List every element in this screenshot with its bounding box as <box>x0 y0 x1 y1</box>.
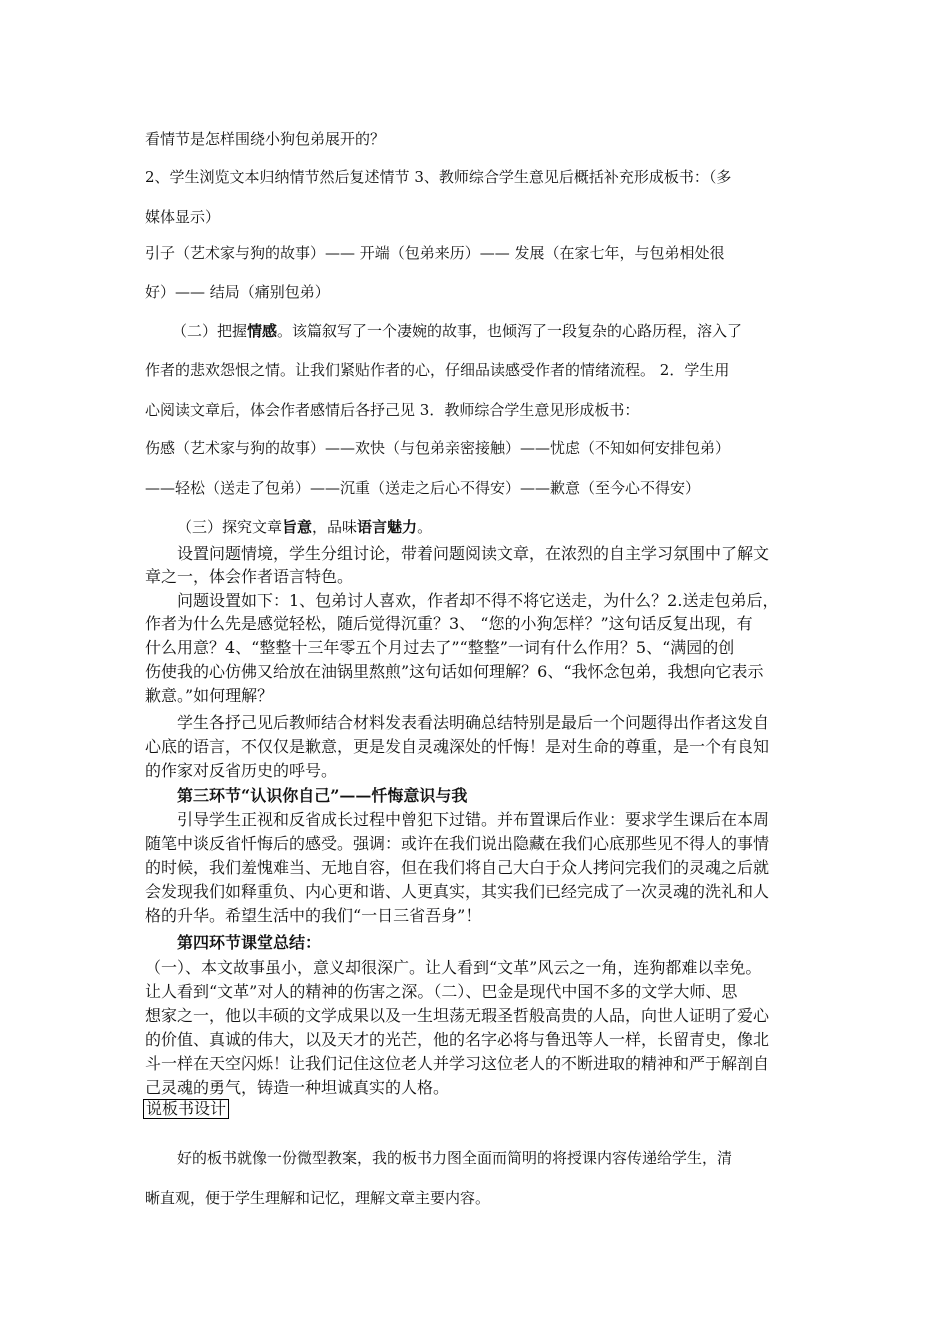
paragraph-line: 2、学生浏览文本归纳情节然后复述情节 3、教师综合学生意见后概括补充形成板书：（多 <box>145 168 732 186</box>
paragraph-line: 会发现我们如释重负、内心更和谐、人更真实，其实我们已经完成了一次灵魂的洗礼和人 <box>145 882 770 901</box>
section-heading-theme <box>177 516 842 537</box>
paragraph-line: 伤感（艺术家与狗的故事）——欢快（与包弟亲密接触）——忧虑（不知如何安排包弟） <box>145 439 731 457</box>
paragraph-line: 的价值、真诚的伟大，以及天才的光芒，他的名字必将与鲁迅等人一样，长留青史，像北 <box>145 1030 770 1049</box>
bold-keyword: 旨意 <box>282 518 313 536</box>
paragraph-line: 伤使我的心仿佛又给放在油锅里熬煎”这句话如何理解？6、“我怀念包弟，我想向它表示 <box>145 662 764 681</box>
paragraph-line: 斗一样在天空闪烁！让我们记住这位老人并学习这位老人的不断进取的精神和严于解剖自 <box>145 1054 770 1073</box>
paragraph-line: 己灵魂的勇气，铸造一种坦诚真实的人格。 <box>145 1078 450 1097</box>
paragraph-line: 让人看到“文革”对人的精神的伤害之深。（二）、巴金是现代中国不多的文学大师、思 <box>145 982 738 1001</box>
paragraph-line: 学生各抒己见后教师结合材料发表看法明确总结特别是最后一个问题得出作者这发自 <box>177 713 770 732</box>
section-heading-stage-four: 第四环节课堂总结： <box>177 933 322 952</box>
paragraph-line: 问题设置如下：1、包弟讨人喜欢，作者却不得不将它送走，为什么？2.送走包弟后， <box>177 591 779 610</box>
heading-rest: 。该篇叙写了一个凄婉的故事，也倾泻了一段复杂的心路历程，溶入了 <box>277 322 743 340</box>
paragraph-line: 格的升华。希望生活中的我们“一日三省吾身”！ <box>145 906 482 925</box>
paragraph-line: （一）、本文故事虽小，意义却很深广。让人看到“文革”风云之一角，连狗都难以幸免。 <box>145 958 762 977</box>
paragraph-line: 随笔中谈反省忏悔后的感受。强调：或许在我们说出隐藏在我们心底那些见不得人的事情 <box>145 834 770 853</box>
paragraph-line: 心底的语言，不仅仅是歉意，更是发自灵魂深处的忏悔！是对生命的尊重，是一个有良知 <box>145 737 770 756</box>
boxed-section-title: 说板书设计 <box>143 1099 229 1119</box>
paragraph-line: 设置问题情境，学生分组讨论，带着问题阅读文章，在浓烈的自主学习氛围中了解文 <box>177 544 770 563</box>
paragraph-line: 晰直观，便于学生理解和记忆，理解文章主要内容。 <box>145 1189 491 1207</box>
heading-prefix: （二）把握 <box>172 322 248 340</box>
paragraph-line: 媒体显示） <box>145 208 221 226</box>
paragraph-line: ——轻松（送走了包弟）——沉重（送走之后心不得安）——歉意（至今心不得安） <box>145 479 701 497</box>
boxed-heading-container <box>143 1099 808 1119</box>
paragraph-line: 章之一，体会作者语言特色。 <box>145 567 354 586</box>
bold-keyword: 情感 <box>247 322 278 340</box>
paragraph-line: 的作家对反省历史的呼号。 <box>145 761 338 780</box>
paragraph-line: 引导学生正视和反省成长过程中曾犯下过错。并布置课后作业：要求学生课后在本周 <box>177 810 770 829</box>
paragraph-line: 心阅读文章后，体会作者感情后各抒己见 3．教师综合学生意见形成板书： <box>145 401 640 419</box>
heading-end: 。 <box>417 518 433 536</box>
bold-keyword: 语言魅力 <box>357 518 418 536</box>
paragraph-line: 什么用意？4、“整整十三年零五个月过去了”“整整”一词有什么作用？5、“满园的创 <box>145 638 735 657</box>
paragraph-line: 好的板书就像一份微型教案，我的板书力图全面而简明的将授课内容传递给学生，清 <box>177 1149 733 1167</box>
section-heading-stage-three: 第三环节“认识你自己”——忏悔意识与我 <box>177 786 468 805</box>
paragraph-line: 看情节是怎样围绕小狗包弟展开的？ <box>145 130 386 148</box>
paragraph-line: 作者的悲欢怨恨之情。让我们紧贴作者的心，仔细品读感受作者的情绪流程。 2．学生用 <box>145 361 730 379</box>
paragraph-line: 好）—— 结局（痛别包弟） <box>145 283 330 301</box>
heading-prefix: （三）探究文章 <box>177 518 283 536</box>
paragraph-line: 的时候，我们羞愧难当、无地自容，但在我们将自己大白于众人拷问完我们的灵魂之后就 <box>145 858 770 877</box>
paragraph-line: 歉意。”如何理解？ <box>145 686 274 705</box>
paragraph-line: 想家之一，他以丰硕的文学成果以及一生坦荡无瑕圣哲般高贵的人品，向世人证明了爱心 <box>145 1006 770 1025</box>
paragraph-line: 引子（艺术家与狗的故事）—— 开端（包弟来历）—— 发展（在家七年，与包弟相处很 <box>145 244 725 262</box>
section-heading-emotion <box>172 320 837 341</box>
paragraph-line: 作者为什么先是感觉轻松，随后觉得沉重？3、 “您的小狗怎样？”这句话反复出现，有 <box>145 614 753 633</box>
heading-middle: ，品味 <box>312 518 358 536</box>
